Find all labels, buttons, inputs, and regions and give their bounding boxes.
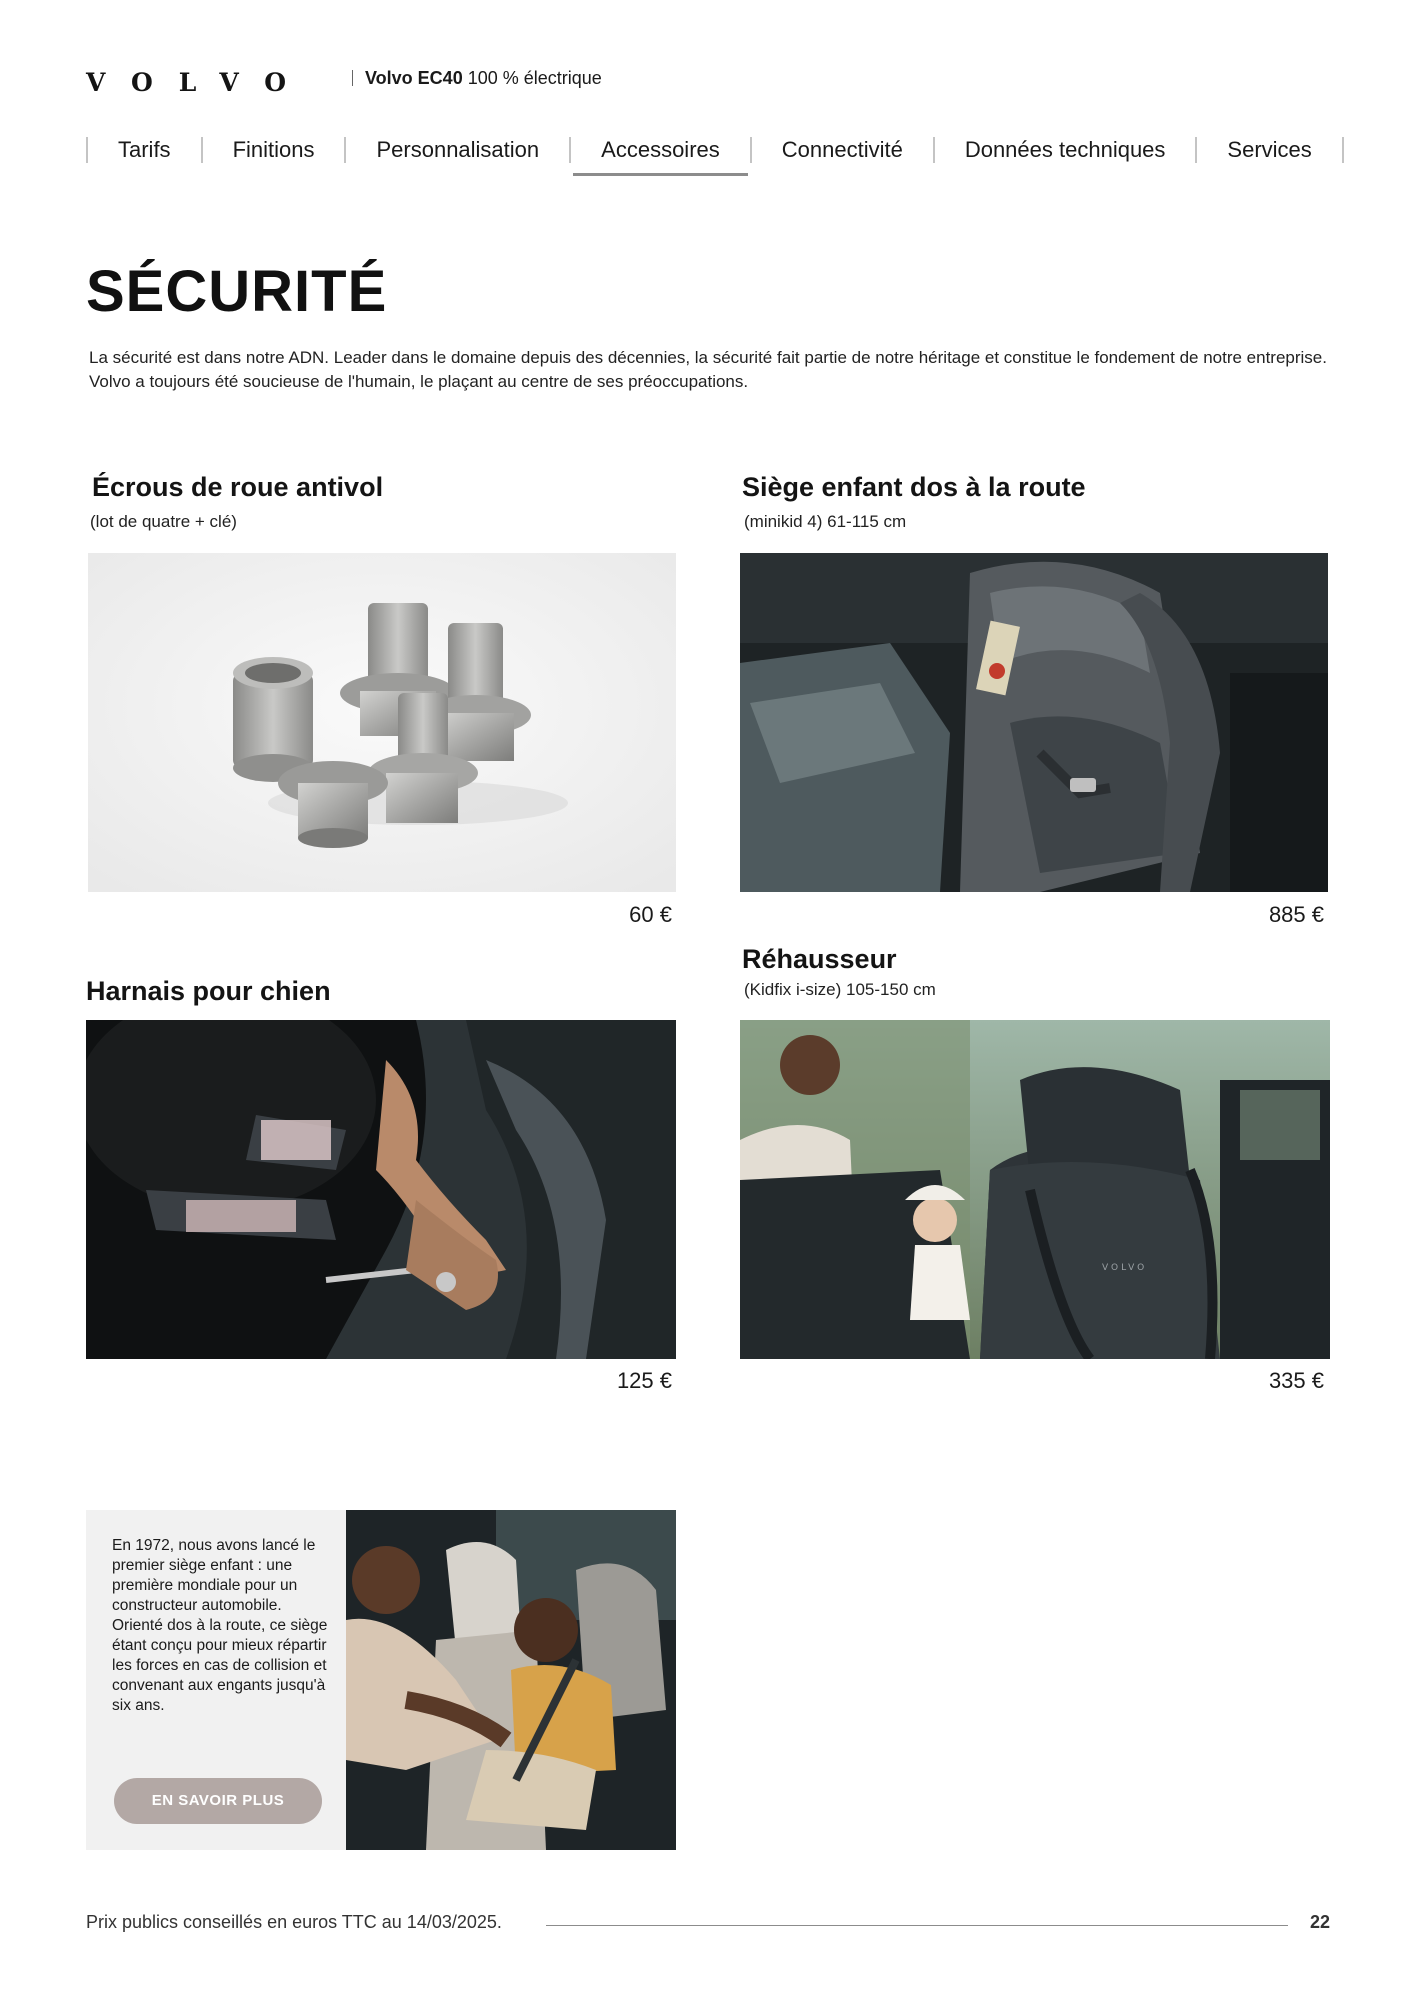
product-price-booster-seat: 335 € <box>1268 1368 1324 1393</box>
product-title-booster-seat: Réhausseur <box>742 944 897 974</box>
wheel-locks-illustration <box>88 553 676 892</box>
father-child-seatbelt-illustration <box>346 1510 676 1850</box>
nav-divider <box>1342 137 1344 163</box>
main-nav <box>86 130 1344 170</box>
product-title-rear-facing-seat: Siège enfant dos à la route <box>742 472 1086 502</box>
nav-item-services[interactable]: Services <box>1227 137 1312 162</box>
product-image-dog-harness[interactable] <box>86 1020 676 1359</box>
footer-price-note: Prix publics conseillés en euros TTC au 14/03/2025. <box>86 1912 502 1932</box>
dog-harness-illustration <box>86 1020 676 1359</box>
product-price-rear-facing-seat: 885 € <box>1268 902 1324 927</box>
model-name: Volvo EC40 <box>365 68 463 88</box>
product-image-rear-facing-seat[interactable] <box>740 553 1328 892</box>
promo-image <box>346 1510 676 1850</box>
intro-paragraph: La sécurité est dans notre ADN. Leader dans le domaine depuis des décennies, la sécurité fait partie de notre héritage et constitue le fondement de notre entreprise. Volvo a toujours été soucieuse de l'humain, le plaçant au centre de ses préoccupations. <box>89 348 1327 391</box>
product-price-wheel-locks: 60 € <box>629 902 672 927</box>
footer-divider <box>546 1925 1288 1926</box>
model-line <box>352 68 602 89</box>
product-subtitle-booster-seat: (Kidfix i-size) 105-150 cm <box>744 980 936 999</box>
product-subtitle-wheel-locks: (lot de quatre + clé) <box>90 512 237 531</box>
volvo-logo[interactable]: VOLVO <box>86 68 313 97</box>
learn-more-button[interactable]: EN SAVOIR PLUS <box>114 1778 322 1824</box>
promo-text: En 1972, nous avons lancé le premier siège enfant : une première mondiale pour un constructeur automobile. Orienté dos à la route, ce siège étant conçu pour mieux répartir les forces en cas de collision et convenant aux engants jusqu'à six ans. <box>112 1537 328 1714</box>
model-suffix: 100 % électrique <box>467 68 602 88</box>
nav-item-personnalisation[interactable]: Personnalisation <box>376 137 540 162</box>
product-subtitle-rear-facing-seat: (minikid 4) 61-115 cm <box>744 512 907 531</box>
booster-seat-illustration <box>740 1020 1330 1359</box>
nav-item-accessoires[interactable]: Accessoires <box>571 130 750 170</box>
nav-item-tarifs[interactable]: Tarifs <box>118 137 171 162</box>
product-image-booster-seat[interactable] <box>740 1020 1330 1359</box>
product-title-dog-harness: Harnais pour chien <box>86 976 331 1006</box>
page-number: 22 <box>1309 1912 1330 1932</box>
product-price-dog-harness: 125 € <box>616 1368 672 1393</box>
nav-item-connectivite[interactable]: Connectivité <box>781 137 903 162</box>
header-divider <box>352 70 353 86</box>
nav-item-donnees-techniques[interactable]: Données techniques <box>964 137 1166 162</box>
product-title-wheel-locks: Écrous de roue antivol <box>92 472 384 502</box>
nav-item-finitions[interactable]: Finitions <box>232 137 315 162</box>
page-title: SÉCURITÉ <box>86 259 388 324</box>
product-image-wheel-locks[interactable] <box>88 553 676 892</box>
child-seat-illustration <box>740 553 1328 892</box>
booster-seat-brand-mark: VOLVO <box>1102 1263 1148 1273</box>
